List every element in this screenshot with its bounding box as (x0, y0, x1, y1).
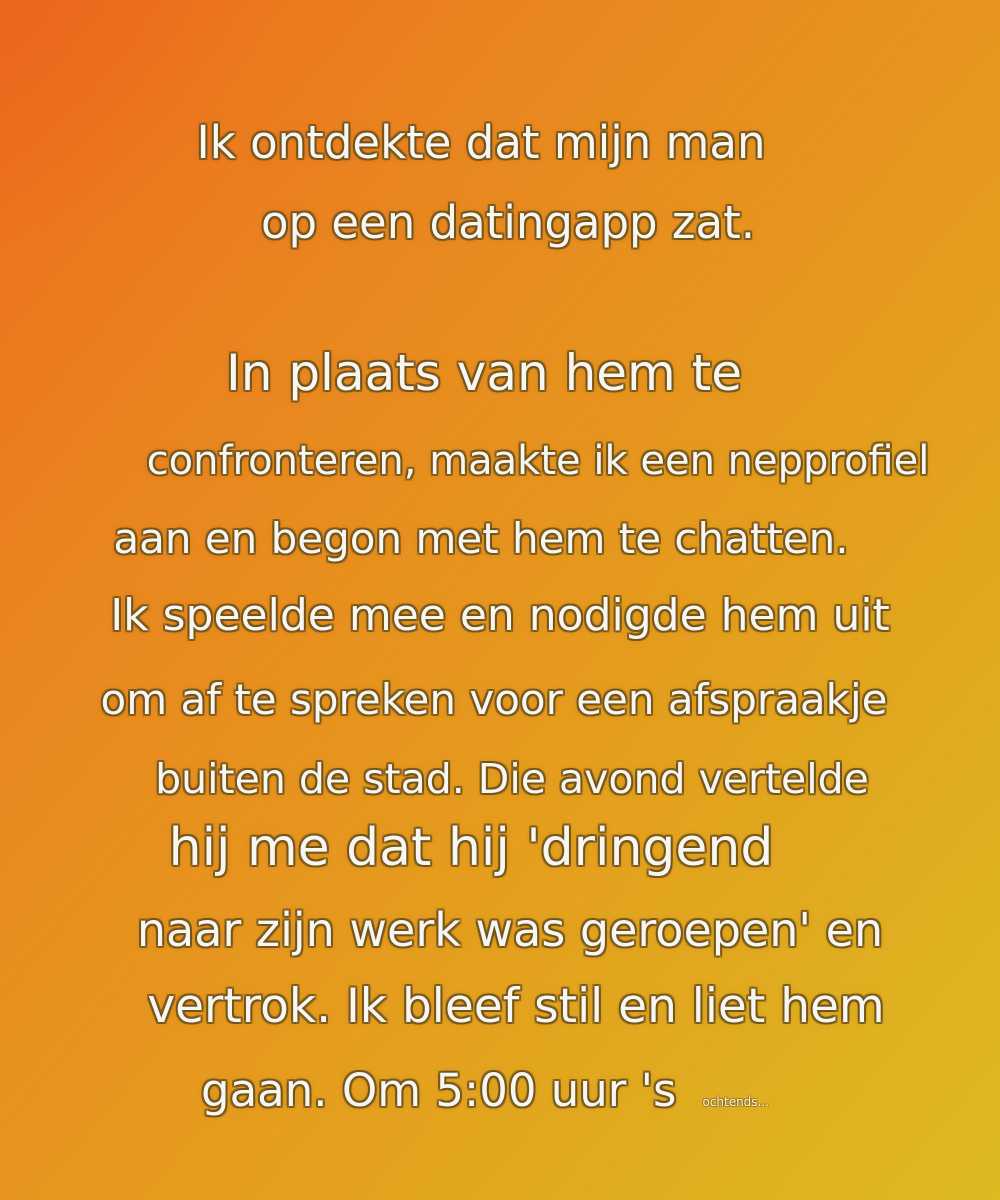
story-line: om af te spreken voor een afspraakje (100, 675, 888, 724)
story-line: aan en begon met hem te chatten. (113, 514, 849, 563)
story-line-tiny-suffix: ochtends... (702, 1095, 769, 1109)
story-line: Ik speelde mee en nodigde hem uit (110, 590, 890, 641)
story-line: buiten de stad. Die avond vertelde (155, 755, 869, 803)
story-line (201, 1064, 769, 1117)
story-line: op een datingapp zat. (260, 196, 756, 249)
story-line: naar zijn werk was geroepen' en (136, 903, 884, 957)
story-line: hij me dat hij 'dringend (168, 818, 774, 878)
story-line: In plaats van hem te (225, 344, 743, 402)
story-line: vertrok. Ik bleef stil en liet hem (147, 979, 885, 1034)
story-line: confronteren, maakte ik een nepprofiel (146, 438, 930, 484)
story-line-main-text: gaan. Om 5:00 uur 's (201, 1064, 677, 1117)
story-line: Ik ontdekte dat mijn man (196, 116, 766, 169)
